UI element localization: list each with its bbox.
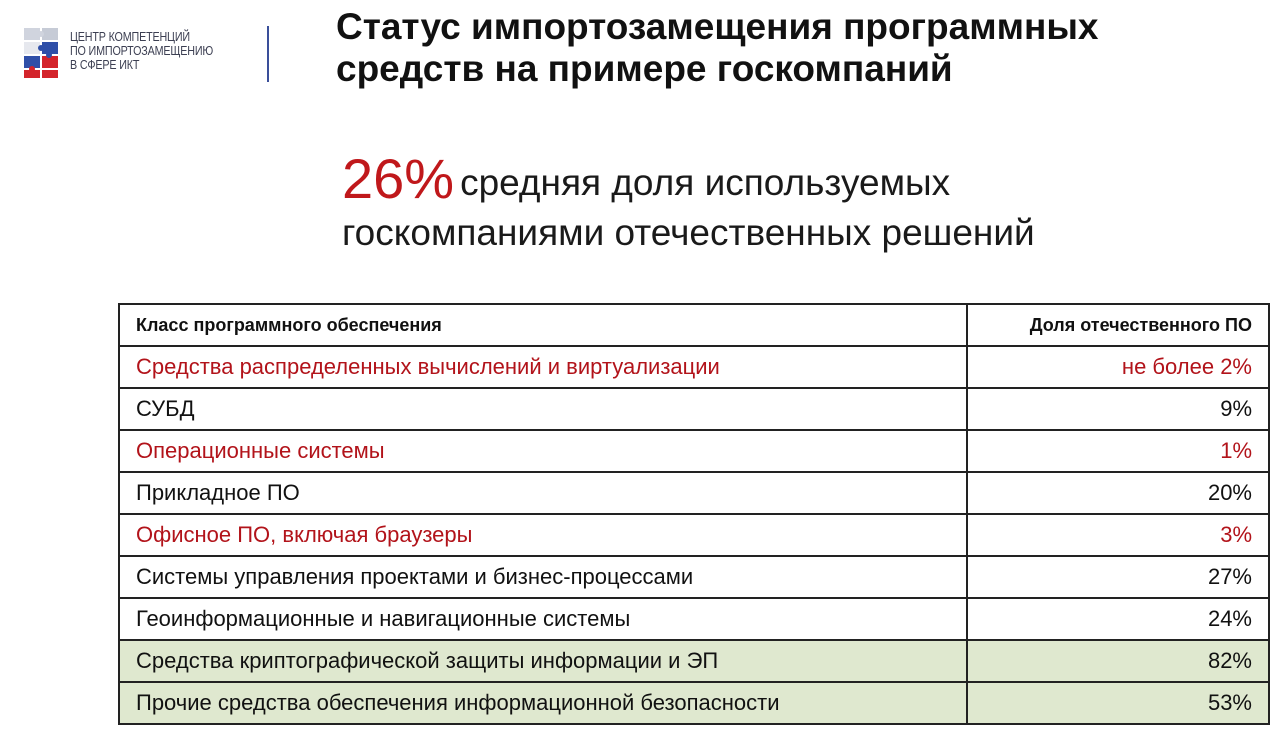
table-body [119, 346, 1269, 724]
row-software-class: Офисное ПО, включая браузеры [119, 514, 967, 556]
row-domestic-share: 82% [967, 640, 1269, 682]
row-domestic-share: 1% [967, 430, 1269, 472]
row-software-class: Прикладное ПО [119, 472, 967, 514]
header-divider [267, 26, 269, 82]
logo-line-2: ПО ИМПОРТОЗАМЕЩЕНИЮ [70, 44, 214, 58]
page-title-line-1: Статус импортозамещения программных [336, 6, 1099, 47]
header-software-class: Класс программного обеспечения [119, 304, 967, 346]
logo-line-3: В СФЕРЕ ИКТ [70, 58, 140, 72]
table-row [119, 346, 1269, 388]
software-share-table [118, 303, 1270, 725]
row-domestic-share: 53% [967, 682, 1269, 724]
row-domestic-share: 27% [967, 556, 1269, 598]
key-stat-text-2: госкомпаниями отечественных решений [342, 212, 1035, 253]
row-domestic-share: 20% [967, 472, 1269, 514]
header-domestic-share: Доля отечественного ПО [967, 304, 1269, 346]
row-software-class: Средства криптографической защиты информации и ЭП [119, 640, 967, 682]
key-stat-text-1: средняя доля используемых [460, 162, 951, 203]
key-stat-line-1 [342, 147, 1242, 210]
row-software-class: Прочие средства обеспечения информационной безопасности [119, 682, 967, 724]
table-row [119, 556, 1269, 598]
table-row [119, 682, 1269, 724]
key-stat-value: 26% [342, 147, 455, 210]
table-header-row [119, 304, 1269, 346]
table-row [119, 430, 1269, 472]
row-software-class: Геоинформационные и навигационные системы [119, 598, 967, 640]
row-domestic-share: не более 2% [967, 346, 1269, 388]
logo [22, 22, 272, 84]
row-domestic-share: 9% [967, 388, 1269, 430]
row-software-class: СУБД [119, 388, 967, 430]
table-row [119, 472, 1269, 514]
table-row [119, 388, 1269, 430]
row-software-class: Средства распределенных вычислений и виртуализации [119, 346, 967, 388]
table-row [119, 640, 1269, 682]
key-stat [342, 147, 1242, 258]
puzzle-logo-icon [22, 26, 62, 78]
table-row [119, 598, 1269, 640]
page-title-line-2: средств на примере госкомпаний [336, 48, 953, 89]
logo-line-1: ЦЕНТР КОМПЕТЕНЦИЙ [70, 30, 190, 44]
logo-text [70, 30, 213, 72]
table-row [119, 514, 1269, 556]
page-title [336, 6, 1256, 90]
row-domestic-share: 24% [967, 598, 1269, 640]
row-domestic-share: 3% [967, 514, 1269, 556]
row-software-class: Операционные системы [119, 430, 967, 472]
row-software-class: Системы управления проектами и бизнес-процессами [119, 556, 967, 598]
